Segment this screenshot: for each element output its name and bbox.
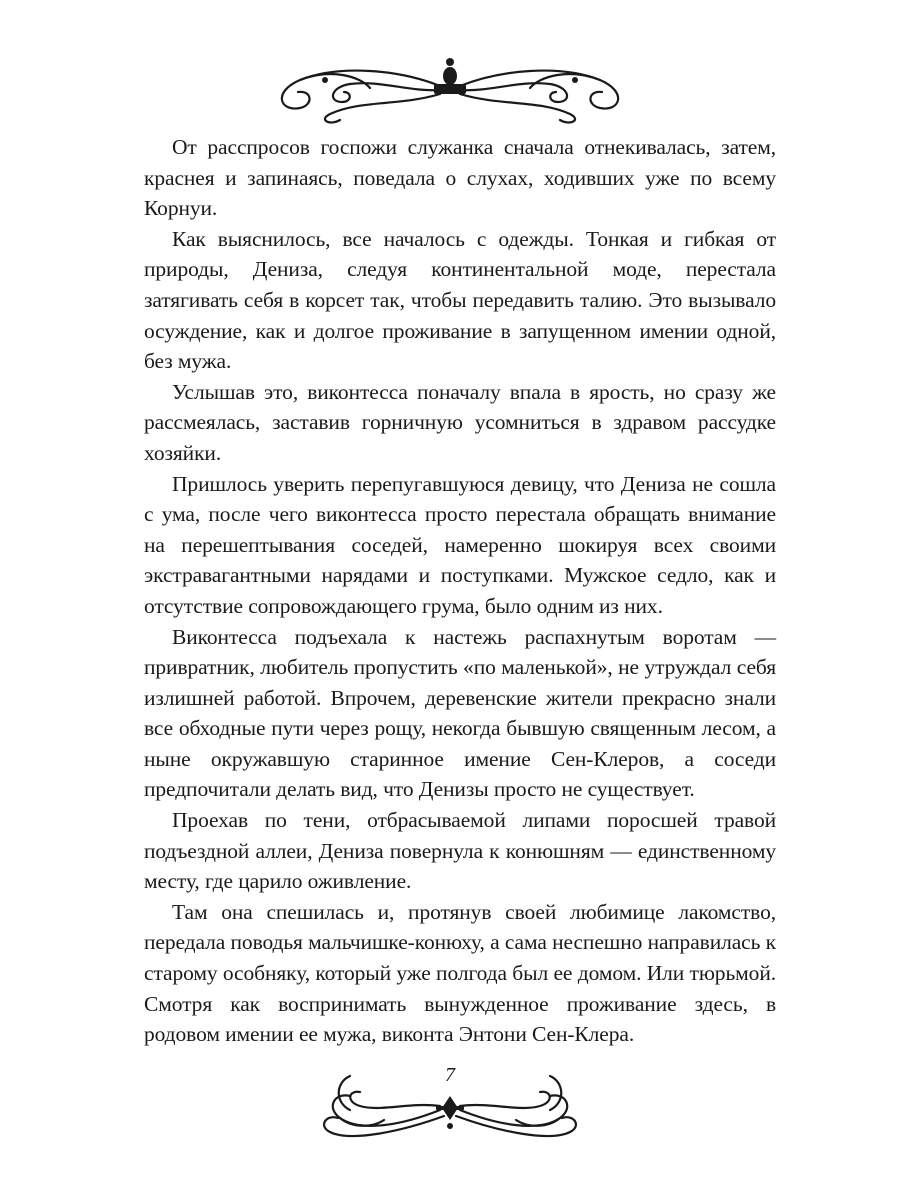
page-number: 7 (445, 1064, 455, 1086)
paragraph: Проехав по тени, отбрасываемой липами поросшей травой подъездной аллеи, Дениза повернула к конюшням — единственному месту, где царило оживление. (144, 808, 776, 894)
paragraph: Пришлось уверить перепугавшуюся девицу, что Дениза не сошла с ума, после чего виконтесса просто перестала обращать внимание на перешептывания соседей, намеренно шокируя всех своими экстравагантными нарядами и поступками. Мужское седло, как и отсутствие сопровождающего грума, было одним из них. (144, 471, 776, 618)
paragraph: Там она спешилась и, протянув своей любимице лакомство, передала поводья мальчишке-конюху, а сама неспешно направилась к старому особняку, который уже полгода был ее домом. Или тюрьмой. Смотря как воспринимать вынужденное проживание здесь, в родовом имении ее мужа, виконта Энтони Сен-Клера. (144, 899, 776, 1047)
paragraph: Как выяснилось, все началось с одежды. Тонкая и гибкая от природы, Дениза, следуя континентальной моде, перестала затягивать себя в корсет так, чтобы передавить талию. Это вызывало осуждение, как и долгое проживание в запущенном имении одной, без мужа. (144, 226, 776, 374)
top-scroll-ornament-icon (0, 50, 900, 130)
main-text (144, 132, 776, 1050)
paragraph: Виконтесса подъехала к настежь распахнутым воротам — привратник, любитель пропустить «по маленькой», не утруждал себя излишней работой. Впрочем, деревенские жители прекрасно знали все обходные пути через рощу, некогда бывшую священным лесом, а ныне окружавшую старинное имение Сен-Клеров, а соседи предпочитали делать вид, что Денизы просто не существует. (144, 624, 776, 802)
paragraph: От расспросов госпожи служанка сначала отнекивалась, затем, краснея и запинаясь, поведала о слухах, ходивших уже по всему Корнуи. (144, 135, 776, 221)
paragraph: Услышав это, виконтесса поначалу впала в ярость, но сразу же рассмеялась, заставив горничную усомниться в здравом рассудке хозяйки. (144, 379, 776, 465)
